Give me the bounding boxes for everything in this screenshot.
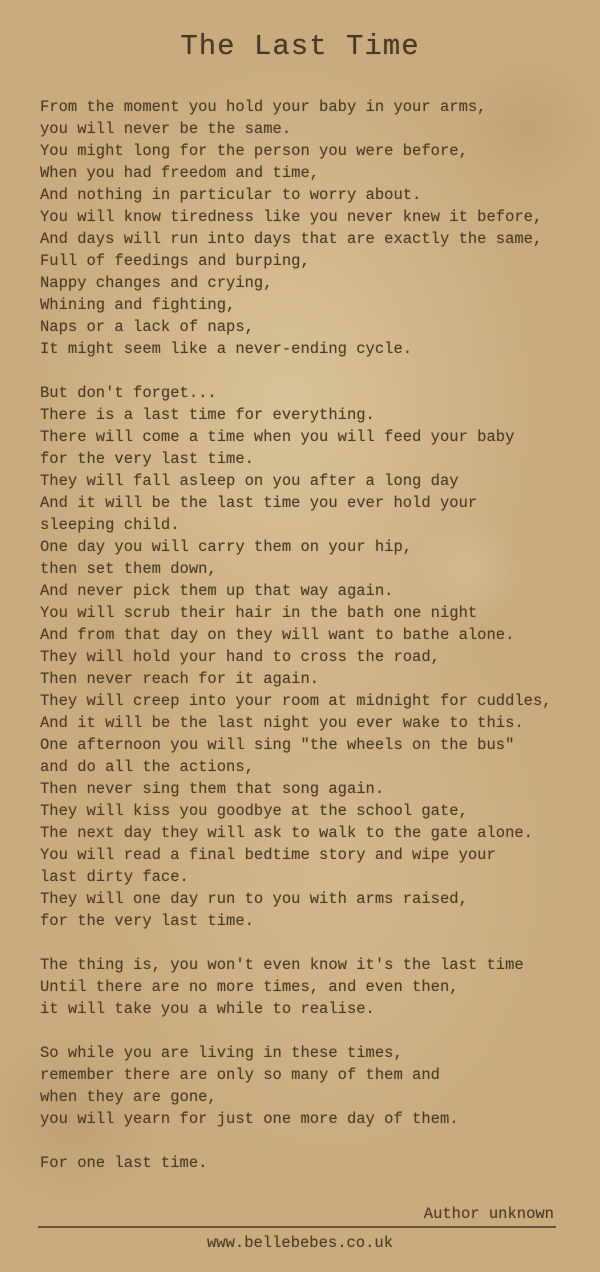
poem-line: And from that day on they will want to bathe alone. (40, 626, 515, 644)
poem-line: Then never reach for it again. (40, 670, 320, 688)
stanza (40, 382, 580, 932)
stanza (40, 1042, 580, 1130)
poem-line: They will one day run to you with arms raised, (40, 890, 468, 908)
poem-line: You will know tiredness like you never knew it before, (40, 208, 543, 226)
poem-line: One day you will carry them on your hip, (40, 538, 413, 556)
footer-divider (38, 1226, 556, 1228)
website-url: www.bellebebes.co.uk (206, 1234, 394, 1252)
poem-line: You might long for the person you were before, (40, 142, 468, 160)
poem-line: You will read a final bedtime story and wipe your (40, 846, 496, 864)
poem-line: And it will be the last time you ever hold your (40, 494, 478, 512)
poem-line: Whining and fighting, (40, 296, 236, 314)
poem-line: And it will be the last night you ever wake to this. (40, 714, 524, 732)
poem-line: The next day they will ask to walk to the gate alone. (40, 824, 533, 842)
author-credit: Author unknown (423, 1205, 554, 1223)
poem-line: They will creep into your room at midnight for cuddles, (40, 692, 552, 710)
poem-line: There is a last time for everything. (40, 406, 375, 424)
poem-line: And nothing in particular to worry about. (40, 186, 422, 204)
poem-line: for the very last time. (40, 450, 254, 468)
poem-line: and do all the actions, (40, 758, 254, 776)
poem-line: And never pick them up that way again. (40, 582, 394, 600)
poem-line: They will hold your hand to cross the road, (40, 648, 440, 666)
poem-line: But don't forget... (40, 384, 217, 402)
poem-line: it will take you a while to realise. (40, 1000, 375, 1018)
poem-line: remember there are only so many of them and (40, 1066, 440, 1084)
poem-line: They will kiss you goodbye at the school gate, (40, 802, 468, 820)
poem-line: you will never be the same. (40, 120, 292, 138)
poem-line: It might seem like a never-ending cycle. (40, 340, 413, 358)
poem-line: you will yearn for just one more day of them. (40, 1110, 459, 1128)
poem-line: And days will run into days that are exactly the same, (40, 230, 543, 248)
stanza (40, 1152, 580, 1174)
poem-line: Naps or a lack of naps, (40, 318, 254, 336)
poem-line: Then never sing them that song again. (40, 780, 385, 798)
poem-line: For one last time. (40, 1154, 208, 1172)
poem-title: The Last Time (180, 30, 420, 63)
footer (0, 1204, 600, 1252)
poem-line: Full of feedings and burping, (40, 252, 310, 270)
poem-line: last dirty face. (40, 868, 189, 886)
poem-line: One afternoon you will sing "the wheels on the bus" (40, 736, 515, 754)
poem-line: They will fall asleep on you after a long day (40, 472, 459, 490)
poem-line: sleeping child. (40, 516, 180, 534)
stanza (40, 96, 580, 360)
poem-line: The thing is, you won't even know it's the last time (40, 956, 524, 974)
poem-line: From the moment you hold your baby in your arms, (40, 98, 487, 116)
poem-line: You will scrub their hair in the bath one night (40, 604, 478, 622)
poem-line: Until there are no more times, and even then, (40, 978, 459, 996)
stanza (40, 954, 580, 1020)
poem-line: Nappy changes and crying, (40, 274, 273, 292)
poem-line: There will come a time when you will feed your baby (40, 428, 515, 446)
poem-line: when they are gone, (40, 1088, 217, 1106)
poem-line: When you had freedom and time, (40, 164, 320, 182)
poem-line: then set them down, (40, 560, 217, 578)
poem (40, 96, 580, 1174)
poem-line: for the very last time. (40, 912, 254, 930)
poem-line: So while you are living in these times, (40, 1044, 403, 1062)
